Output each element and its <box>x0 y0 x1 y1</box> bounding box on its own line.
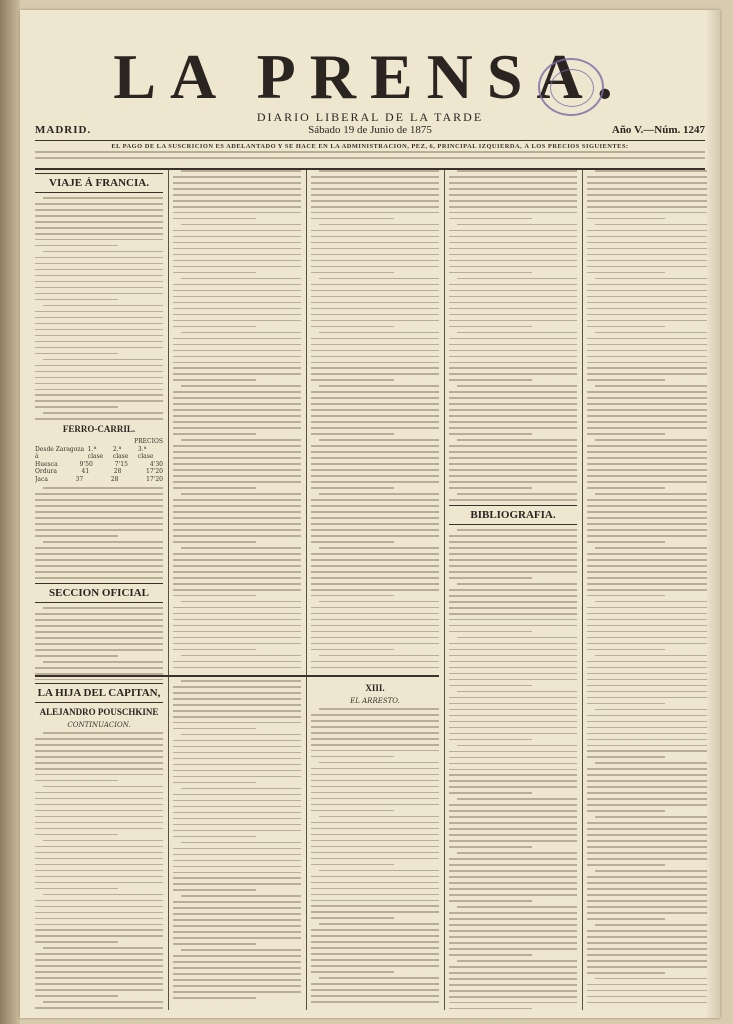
table-row: Huesca 9'50 7'15 4'30 <box>35 460 163 468</box>
book-spine <box>0 0 20 1024</box>
section-heading-oficial: SECCION OFICIAL <box>35 583 163 603</box>
feuilleton-title: LA HIJA DEL CAPITAN, <box>35 683 163 703</box>
masthead-title: LA PRENSA. <box>113 41 627 112</box>
subscription-notice <box>35 143 705 170</box>
section-heading-viaje: VIAJE Á FRANCIA. <box>35 173 163 193</box>
section-heading-bibliografia: BIBLIOGRAFIA. <box>449 505 577 525</box>
chapter-number: XIII. <box>365 683 385 693</box>
section-heading-ferrocarril: FERRO-CARRIL. <box>62 424 136 435</box>
dateline-issue: Año V.—Núm. 1247 <box>611 124 705 136</box>
subscription-notice-lead: EL PAGO DE LA SUSCRICION ES ADELANTADO Y SE HACE EN LA ADMINISTRACION, PEZ, 6, PRINCIPAL IZQUIERDA, Á LOS PRECIOS SIGUIENTES: <box>111 143 629 150</box>
fare-table-header: PRECIOS <box>134 438 163 446</box>
article-columns <box>35 170 707 1010</box>
dateline-city: MADRID. <box>35 124 92 136</box>
feuilleton-column-2 <box>173 680 301 1010</box>
table-row: Ordura 41 28 17'20 <box>35 468 163 476</box>
dateline <box>35 124 705 141</box>
fare-table <box>35 438 163 483</box>
feuilleton-rule <box>35 675 439 677</box>
chapter-title: EL ARRESTO. <box>350 697 400 705</box>
feuilleton-continuation: CONTINUACION. <box>67 721 131 729</box>
library-stamp-icon <box>538 58 604 116</box>
newspaper-page <box>20 10 720 1018</box>
column-5 <box>587 170 707 1010</box>
dateline-date: Sábado 19 de Junio de 1875 <box>308 124 432 136</box>
column-4 <box>449 170 577 1010</box>
table-row: Desde Zaragoza á 1.ª clase 2.ª clase 3.ª clase <box>35 445 154 461</box>
feuilleton-column-3 <box>311 680 439 1010</box>
feuilleton-author: ALEJANDRO POUSCHKINE <box>39 707 159 717</box>
feuilleton-column-1 <box>35 680 163 1010</box>
masthead-subtitle: DIARIO LIBERAL DE LA TARDE <box>256 110 484 124</box>
table-row: Jaca 37 28 17'20 <box>35 475 163 483</box>
